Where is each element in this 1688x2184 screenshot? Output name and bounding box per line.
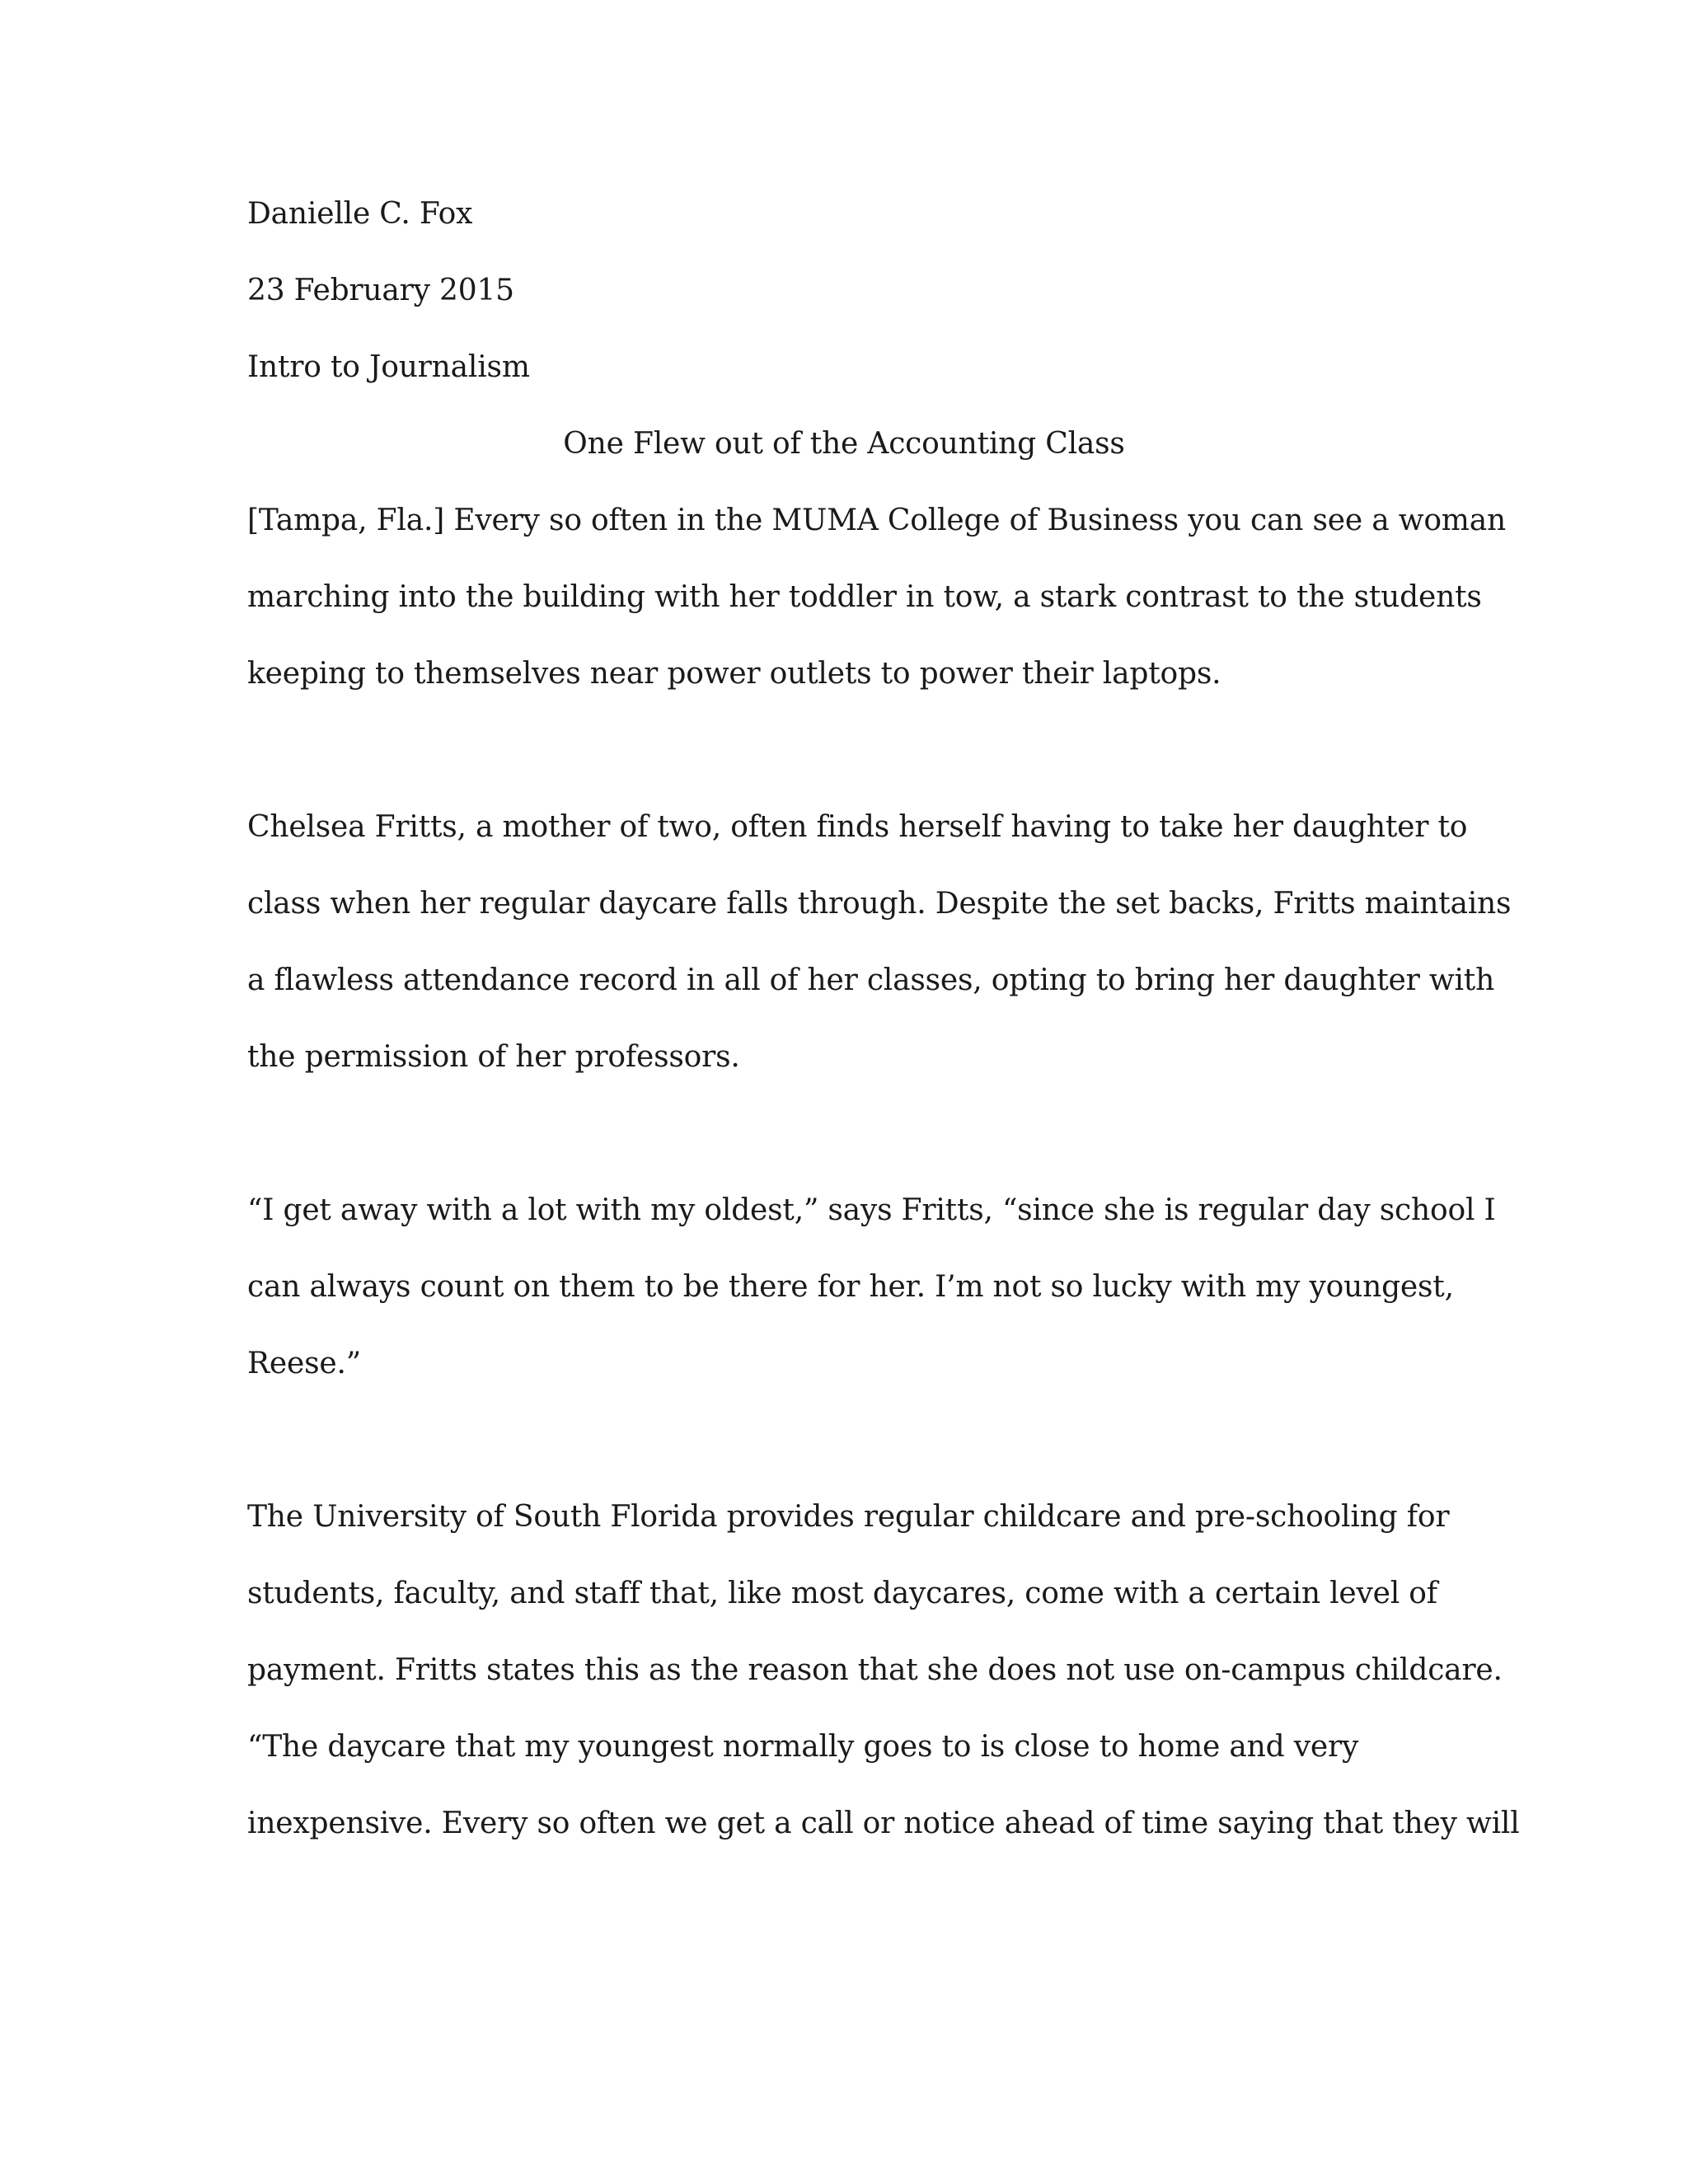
paragraph-4-line-5: inexpensive. Every so often we get a call or notice ahead of time saying that they will [247,1807,1520,1840]
paragraph-3-line-2: can always count on them to be there for her. I’m not so lucky with my youngest, [247,1270,1454,1304]
paragraph-2-line-4: the permission of her professors. [247,1040,740,1074]
paragraph-1-line-1: [Tampa, Fla.] Every so often in the MUMA College of Business you can see a woman [247,504,1506,537]
paragraph-1-line-3: keeping to themselves near power outlets to power their laptops. [247,657,1221,691]
date: 23 February 2015 [247,274,514,307]
paragraph-3-line-1: “I get away with a lot with my oldest,” says Fritts, “since she is regular day school I [247,1193,1496,1227]
article-title: One Flew out of the Accounting Class [563,427,1125,461]
paragraph-4-line-1: The University of South Florida provides regular childcare and pre-schooling for [247,1500,1450,1534]
author-name: Danielle C. Fox [247,197,473,231]
paragraph-4-line-4: “The daycare that my youngest normally goes to is close to home and very [247,1730,1359,1764]
paragraph-1-line-2: marching into the building with her toddler in tow, a stark contrast to the students [247,580,1482,614]
paragraph-2-line-2: class when her regular daycare falls through. Despite the set backs, Fritts maintains [247,887,1512,921]
paragraph-4-line-2: students, faculty, and staff that, like most daycares, come with a certain level of [247,1577,1437,1610]
paragraph-2-line-1: Chelsea Fritts, a mother of two, often finds herself having to take her daughter to [247,810,1468,844]
course-name: Intro to Journalism [247,350,530,384]
paragraph-3-line-3: Reese.” [247,1347,361,1380]
paragraph-2-line-3: a flawless attendance record in all of her classes, opting to bring her daughter with [247,963,1495,997]
paragraph-4-line-3: payment. Fritts states this as the reason that she does not use on-campus childcare. [247,1653,1503,1687]
